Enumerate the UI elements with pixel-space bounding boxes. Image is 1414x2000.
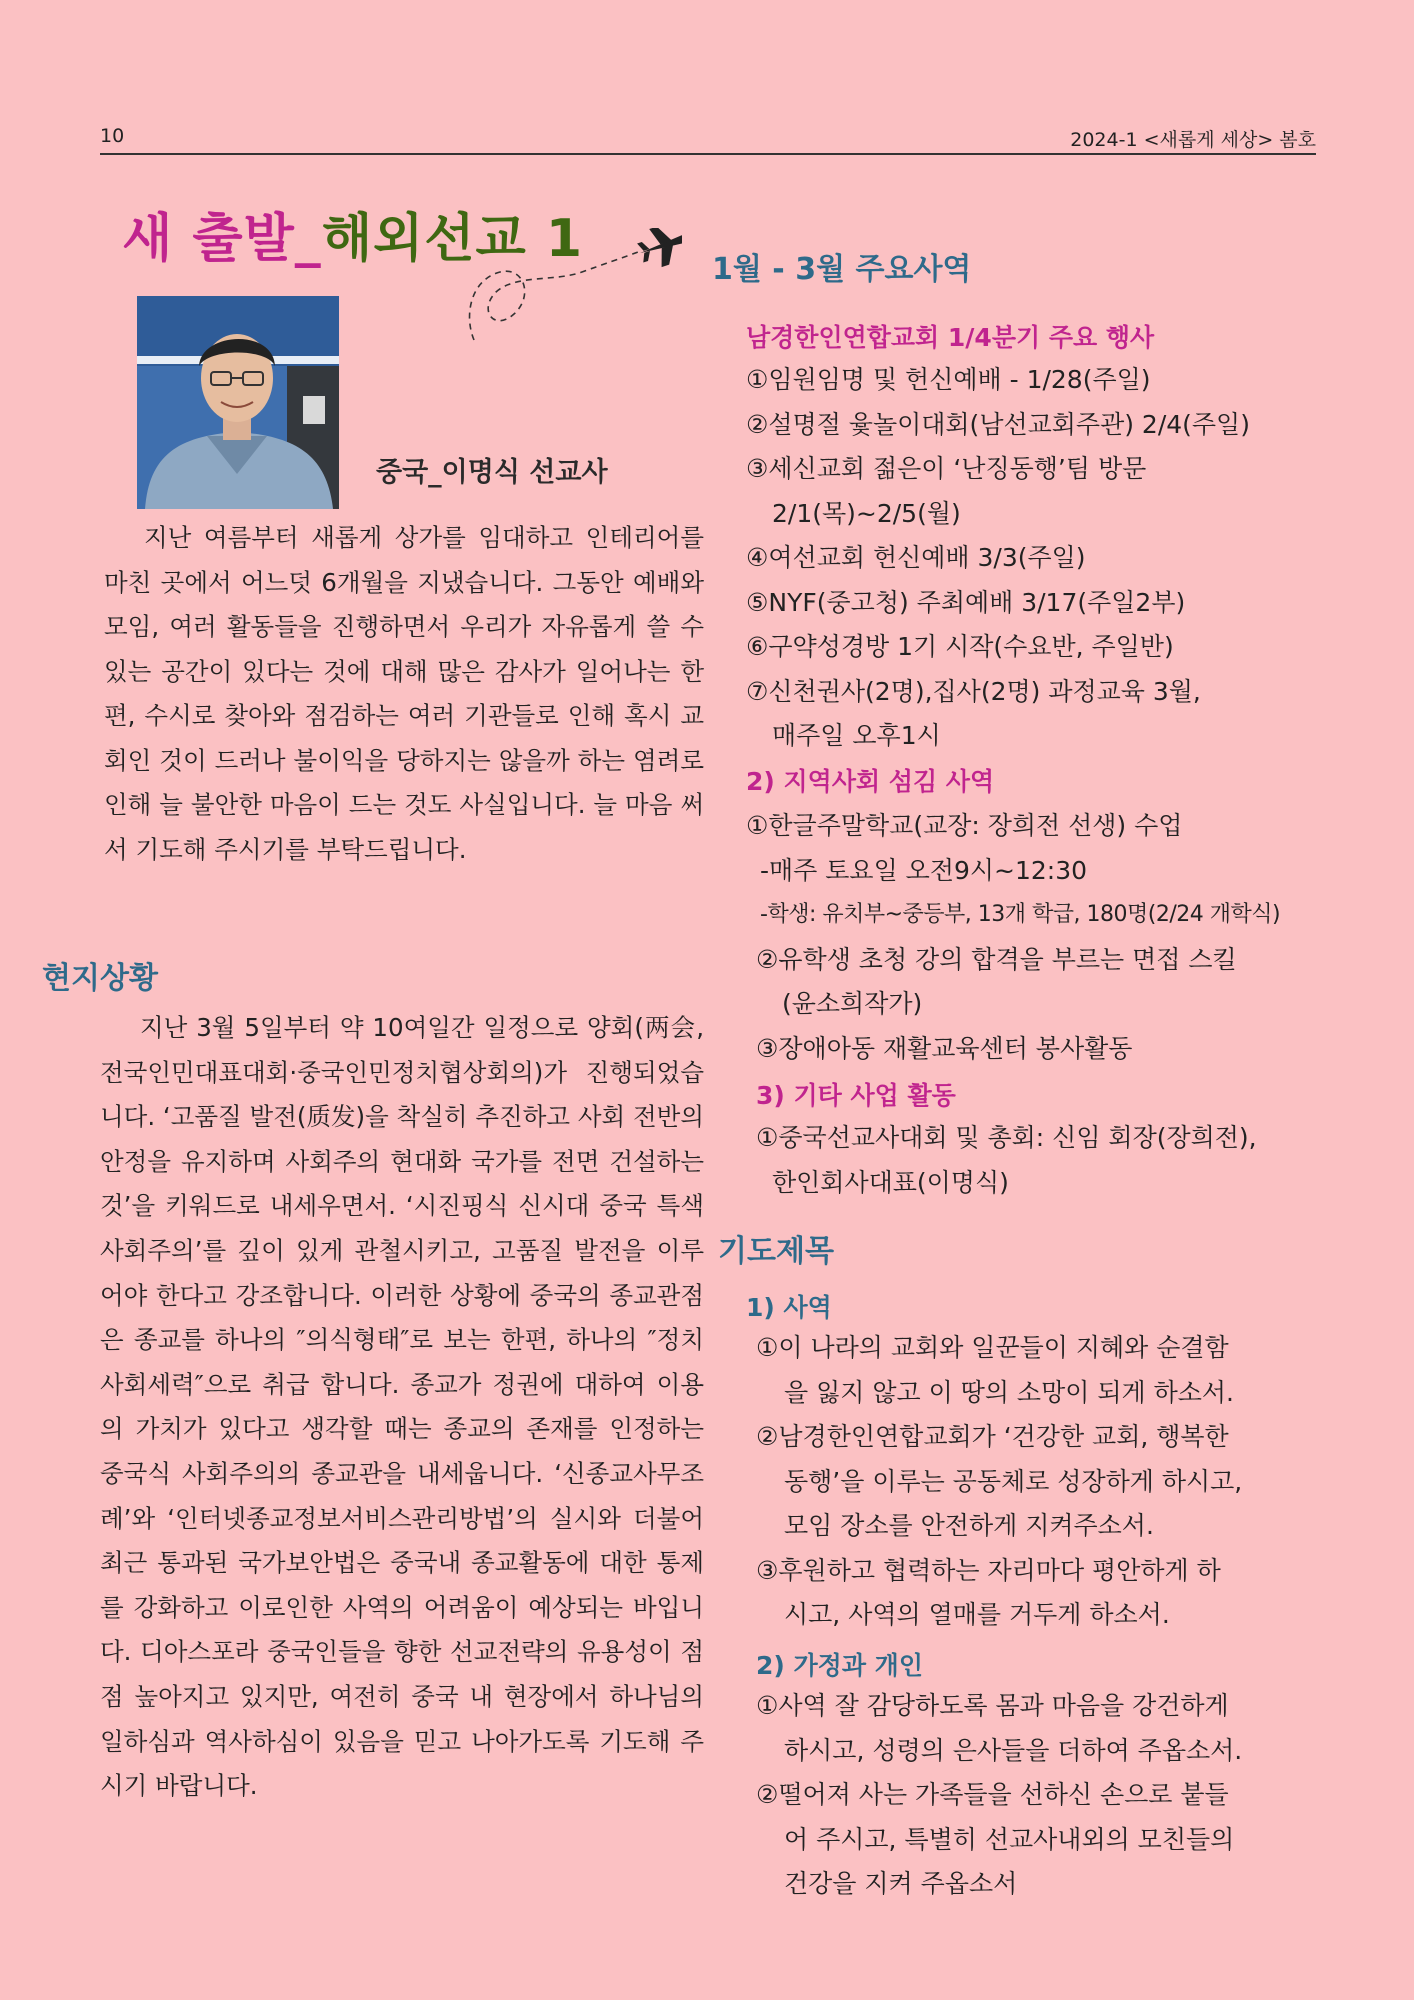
ministry-group1-title: 남경한인연합교회 1/4분기 주요 행사 xyxy=(746,323,1155,352)
situation-paragraph: 지난 3월 5일부터 약 10여일간 일정으로 양회(两会, 전국인민대표대회·중국인민정치협상회의)가 진행되었습니다. ‘고품질 발전(质发)을 착실히 추진하고 사회 전반의 안정을 유지하며 사회주의 현대화 국가를 전면 건설하는 것’을 키워드로 내세우면서. ‘시진핑식 신시대 중국 특색 사회주의’를 깊이 있게 관철시키고, 고품질 발전을 이루어야 한다고 강조합니다. 이러한 상황에 중국의 종교관점은 종교를 하나의 ″의식형태″로 보는 한편, 하나의 ″정치사회세력″으로 취급 합니다. 종교가 정권에 대하여 이용의 가치가 있다고 생각할 때는 종교의 존재를 인정하는 중국식 사회주의의 종교관을 내세웁니다. ‘신종교사무조례’와 ‘인터넷종교정보서비스관리방법’의 실시와 더불어 최근 통과된 국가보안법은 중국내 종교활동에 대한 통제를 강화하고 이로인한 사역의 어려움이 예상되는 바입니다. 디아스포라 중국인들을 향한 선교전략의 유용성이 점점 높아지고 있지만, 여전히 중국 내 현장에서 하나님의 일하심과 역사하심이 있음을 믿고 나아가도록 기도해 주시기 바랍니다. xyxy=(100,1013,704,1801)
ministry-group1-list xyxy=(746,358,1250,759)
list-item: -학생: 유치부~중등부, 13개 학급, 180명(2/24 개학식) xyxy=(760,902,1281,927)
list-item: 하시고, 성령의 은사들을 더하여 주옵소서. xyxy=(784,1735,1243,1765)
list-item: ③후원하고 협력하는 자리마다 평안하게 하 xyxy=(756,1555,1221,1585)
prayer-sub1-title: 1) 사역 xyxy=(746,1293,832,1322)
list-item: ⑦신천권사(2명),집사(2명) 과정교육 3월, xyxy=(746,676,1201,706)
missionary-byline: 중국_이명식 선교사 xyxy=(376,457,608,488)
list-item: 시고, 사역의 열매를 거두게 하소서. xyxy=(784,1600,1170,1629)
list-item: 어 주시고, 특별히 선교사내외의 모친들의 xyxy=(784,1824,1235,1854)
list-item: ③장애아동 재활교육센터 봉사활동 xyxy=(756,1033,1133,1063)
title-part-1: 새 출발_ xyxy=(122,209,322,269)
list-item: ③세신교회 젊은이 ‘난징동행’팀 방문 xyxy=(746,454,1147,483)
list-item: ④여선교회 헌신예배 3/3(주일) xyxy=(746,543,1086,572)
list-item: 동행’을 이루는 공동체로 성장하게 하시고, xyxy=(784,1466,1243,1496)
list-item: ②남경한인연합교회가 ‘건강한 교회, 행복한 xyxy=(756,1422,1229,1451)
list-item: 모임 장소를 안전하게 지켜주소서. xyxy=(784,1511,1154,1540)
prayer-sub1-list xyxy=(756,1326,1242,1638)
list-item: 매주일 오후1시 xyxy=(772,721,941,750)
list-item: ②떨어져 사는 가족들을 선하신 손으로 붙들 xyxy=(756,1780,1229,1809)
list-item: ①사역 잘 감당하도록 몸과 마음을 강건하게 xyxy=(756,1691,1229,1720)
prayer-heading: 기도제목 xyxy=(718,1234,834,1269)
list-item: 을 잃지 않고 이 땅의 소망이 되게 하소서. xyxy=(784,1377,1234,1407)
ministry-group2-list xyxy=(746,804,1280,1071)
list-item: 한인회사대표(이명식) xyxy=(772,1167,1009,1197)
page-number: 10 xyxy=(100,125,125,147)
list-item: ⑥구약성경방 1기 시작(수요반, 주일반) xyxy=(746,632,1174,661)
list-item: 2/1(목)~2/5(월) xyxy=(772,498,961,528)
prayer-sub2-list xyxy=(756,1684,1242,1907)
list-item: ①중국선교사대회 및 총회: 신임 회장(장희전), xyxy=(756,1123,1257,1152)
list-item: ②설명절 윷놀이대회(남선교회주관) 2/4(주일) xyxy=(746,409,1250,439)
title-part-2: 해외선교 1 xyxy=(321,209,584,269)
ministry-group3-title: 3) 기타 사업 활동 xyxy=(756,1081,956,1110)
page-header xyxy=(100,125,1316,155)
list-item: -매주 토요일 오전9시~12:30 xyxy=(760,855,1088,885)
ministry-heading: 1월 - 3월 주요사역 xyxy=(712,252,972,287)
list-item: ②유학생 초청 강의 합격을 부르는 면접 스킬 xyxy=(756,944,1237,974)
list-item: (윤소희작가) xyxy=(782,989,923,1018)
prayer-sub2-title: 2) 가정과 개인 xyxy=(756,1651,923,1680)
list-item: ⑤NYF(중고청) 주최예배 3/17(주일2부) xyxy=(746,587,1186,617)
intro-paragraph: 지난 여름부터 새롭게 상가를 임대하고 인테리어를 마친 곳에서 어느덧 6개월을 지냈습니다. 그동안 예배와 모임, 여러 활동들을 진행하면서 우리가 자유롭게 쓸 수 있는 공간이 있다는 것에 대해 많은 감사가 일어나는 한편, 수시로 찾아와 점검하는 여러 기관들로 인해 혹시 교회인 것이 드러나 불이익을 당하지는 않을까 하는 염려로 인해 늘 불안한 마음이 드는 것도 사실입니다. 늘 마음 써서 기도해 주시기를 부탁드립니다. xyxy=(104,523,704,864)
missionary-photo xyxy=(137,296,339,509)
list-item: ①이 나라의 교회와 일꾼들이 지혜와 순결함 xyxy=(756,1333,1229,1362)
situation-heading: 현지상황 xyxy=(42,961,158,996)
list-item: ①임원임명 및 헌신예배 - 1/28(주일) xyxy=(746,365,1151,394)
ministry-group2-title: 2) 지역사회 섬김 사역 xyxy=(746,767,995,796)
airplane-icon xyxy=(462,228,682,358)
list-item: ①한글주말학교(교장: 장희전 선생) 수업 xyxy=(746,811,1183,840)
ministry-group3-list xyxy=(756,1116,1257,1205)
issue-title: 2024-1 <새롭게 세상> 봄호 xyxy=(1070,129,1316,151)
list-item: 건강을 지켜 주옵소서 xyxy=(784,1869,1018,1898)
